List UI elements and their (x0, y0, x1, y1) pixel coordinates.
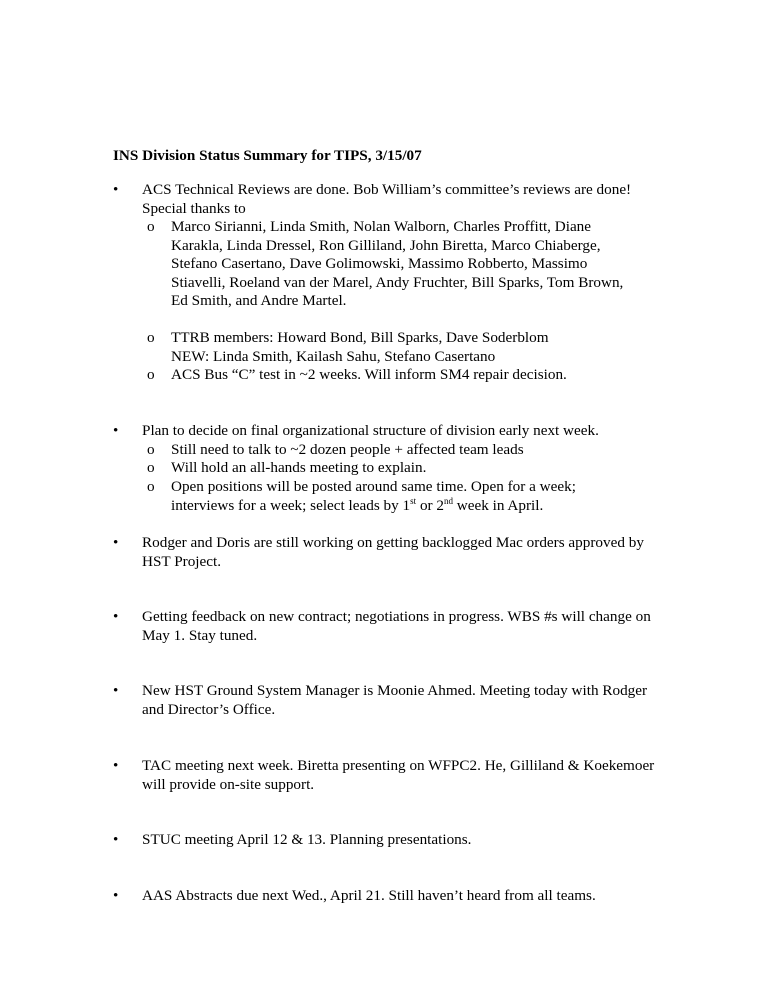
bullet-marker: • (113, 682, 119, 699)
bullet-text: New HST Ground System Manager is Moonie Ahmed. Meeting today with Rodger and Director’s Office. (142, 682, 648, 718)
bullet-marker: • (113, 608, 119, 625)
sub-item-text: Marco Sirianni, Linda Smith, Nolan Walborn, Charles Proffitt, Diane Karakla, Linda Dressel, Ron Gilliland, John Biretta, Marco Chiaberge, Stefano Casertano, Dave Golimowski, Massimo Robberto, Massimo Stiavelli, Roeland van der Marel, Andy Fruchter, Bill Sparks, Tom Brown, Ed Smith, and Andre Martel. (171, 218, 624, 310)
bullet-text: ACS Technical Reviews are done. Bob William’s committee’s reviews are done! Special thanks to (142, 181, 632, 217)
sub-item-text: Open positions will be posted around same time. Open for a week; interviews for a week; select leads by 1st or 2nd week in April. (171, 478, 576, 514)
sub-bullet-marker: o (147, 441, 155, 458)
bullet-marker: • (113, 534, 119, 551)
bullet-text: TAC meeting next week. Biretta presenting on WFPC2. He, Gilliland & Koekemoer will provide on-site support. (142, 757, 655, 793)
bullet-marker: • (113, 831, 119, 848)
bullet-marker: • (113, 181, 119, 198)
sub-bullet-marker: o (147, 478, 155, 495)
bullet-text: Plan to decide on final organizational structure of division early next week. (142, 422, 599, 439)
bullet-text: Getting feedback on new contract; negotiations in progress. WBS #s will change on May 1. Stay tuned. (142, 608, 651, 644)
bullet-text: STUC meeting April 12 & 13. Planning presentations. (142, 831, 472, 848)
sub-item-text: TTRB members: Howard Bond, Bill Sparks, Dave Soderblom NEW: Linda Smith, Kailash Sahu, Stefano Casertano (171, 329, 549, 365)
bullet-text: AAS Abstracts due next Wed., April 21. Still haven’t heard from all teams. (142, 887, 596, 904)
bullet-marker: • (113, 887, 119, 904)
bullet-marker: • (113, 422, 119, 439)
sub-bullet-marker: o (147, 366, 155, 383)
document-title: INS Division Status Summary for TIPS, 3/15/07 (113, 147, 422, 164)
sub-item-text: Will hold an all-hands meeting to explain. (171, 459, 427, 476)
sub-item-text: ACS Bus “C” test in ~2 weeks. Will inform SM4 repair decision. (171, 366, 567, 383)
sub-bullet-marker: o (147, 459, 155, 476)
sub-bullet-marker: o (147, 218, 155, 235)
sub-item-text: Still need to talk to ~2 dozen people + affected team leads (171, 441, 524, 458)
sub-bullet-marker: o (147, 329, 155, 346)
bullet-marker: • (113, 757, 119, 774)
bullet-text: Rodger and Doris are still working on getting backlogged Mac orders approved by HST Project. (142, 534, 644, 570)
